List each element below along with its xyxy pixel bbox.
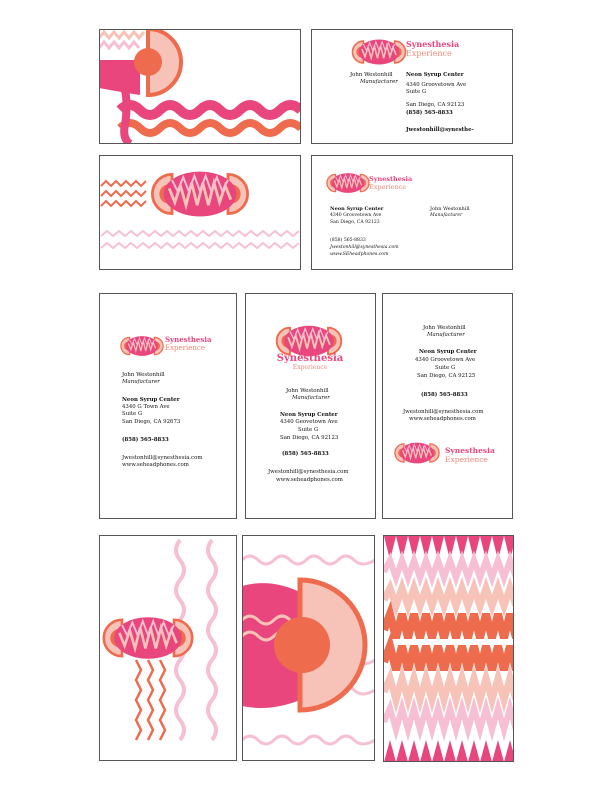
card-4 (311, 155, 513, 270)
address-suite: Suite G (122, 411, 143, 417)
website: www.seheadphones.com (122, 462, 189, 468)
address-city: San Diego, CA 92125 (417, 373, 476, 379)
contact-name: John Westonhill (423, 325, 466, 331)
email: Jwestonhill@synesthe- (406, 127, 474, 133)
brand-name: Synesthesia (445, 446, 495, 455)
address-street: 4340 Groovetown Ave (330, 213, 382, 218)
address-street: 4340 Geovetown Ave (280, 419, 338, 425)
email: Jwestonhill@synesthesia.com (122, 455, 203, 461)
card-6 (245, 293, 376, 519)
address-street: 4340 G Town Ave (122, 404, 170, 410)
company-name: Neon Syrup Center (122, 397, 180, 403)
contact-role: Manufacturer (122, 379, 160, 385)
brand-subtitle: Experience (292, 364, 328, 371)
brand-logo (406, 40, 459, 58)
address-city: San Diego, CA 92673 (122, 419, 181, 425)
email: Jwestonhill@synesthesia.com (330, 245, 399, 250)
card-7 (382, 293, 513, 519)
contact-role: Manufacturer (427, 332, 465, 338)
card-8 (99, 535, 237, 761)
card-9 (242, 535, 375, 761)
card-10 (383, 535, 514, 762)
email: Jwestonhill@synesthesia.com (403, 409, 484, 415)
brand-subtitle: Experience (165, 344, 205, 352)
company-name: Neon Syrup Center (406, 72, 464, 78)
brand-name: Synesthesia (369, 175, 413, 183)
contact-role: Manufacturer (360, 79, 398, 85)
address-city: San Diego, CA 92123 (330, 220, 380, 225)
company-name: Neon Syrup Center (280, 412, 338, 418)
card-3 (99, 155, 301, 270)
phone: (858) 565-8833 (406, 110, 453, 116)
card-1 (99, 29, 301, 144)
brand-name: Synesthesia (406, 39, 460, 49)
brand-logo (369, 176, 412, 191)
phone: (858) 565-8833 (330, 238, 366, 243)
email: Jwestonhill@synesthesia.com (268, 469, 349, 475)
website: www.seheadphones.com (409, 416, 476, 422)
card-2 (311, 29, 513, 144)
brand-subtitle: Experience (445, 454, 488, 464)
contact-name: John Westonhill (430, 206, 470, 212)
brand-logo (445, 447, 495, 464)
contact-role: Manufacturer (292, 395, 330, 401)
brand-subtitle: Experience (406, 49, 452, 58)
contact-name: John Westonhill (122, 372, 165, 378)
brand-name: Synesthesia (276, 353, 344, 364)
phone: (858) 565-8833 (122, 437, 169, 443)
address-street: 4340 Groovetown Ave (406, 82, 467, 88)
company-name: Neon Syrup Center (419, 349, 477, 355)
website: www.SEheadphones.com (330, 252, 389, 257)
address-suite: Suite G (298, 427, 319, 433)
brand-subtitle: Experience (369, 182, 407, 191)
brand-logo (165, 336, 212, 352)
phone: (858) 565-8833 (282, 451, 329, 457)
contact-name: John Westonhill (286, 388, 329, 394)
contact-role: Manufacturer (430, 213, 463, 218)
card-5 (99, 293, 237, 519)
address-city: San Diego, CA 92123 (406, 102, 465, 108)
address-street: 4340 Groovetown Ave (415, 357, 476, 363)
brand-logo (270, 354, 350, 372)
address-suite: Suite G (435, 365, 456, 371)
address-suite: Suite G (406, 89, 427, 95)
company-name: Neon Syrup Center (330, 206, 384, 212)
phone: (858) 565-8833 (421, 392, 468, 398)
address-city: San Diego, CA 92123 (280, 435, 339, 441)
website: www.seheadphones.com (276, 477, 343, 483)
brand-name: Synesthesia (165, 335, 212, 344)
contact-name: John Westonhill (350, 72, 393, 78)
